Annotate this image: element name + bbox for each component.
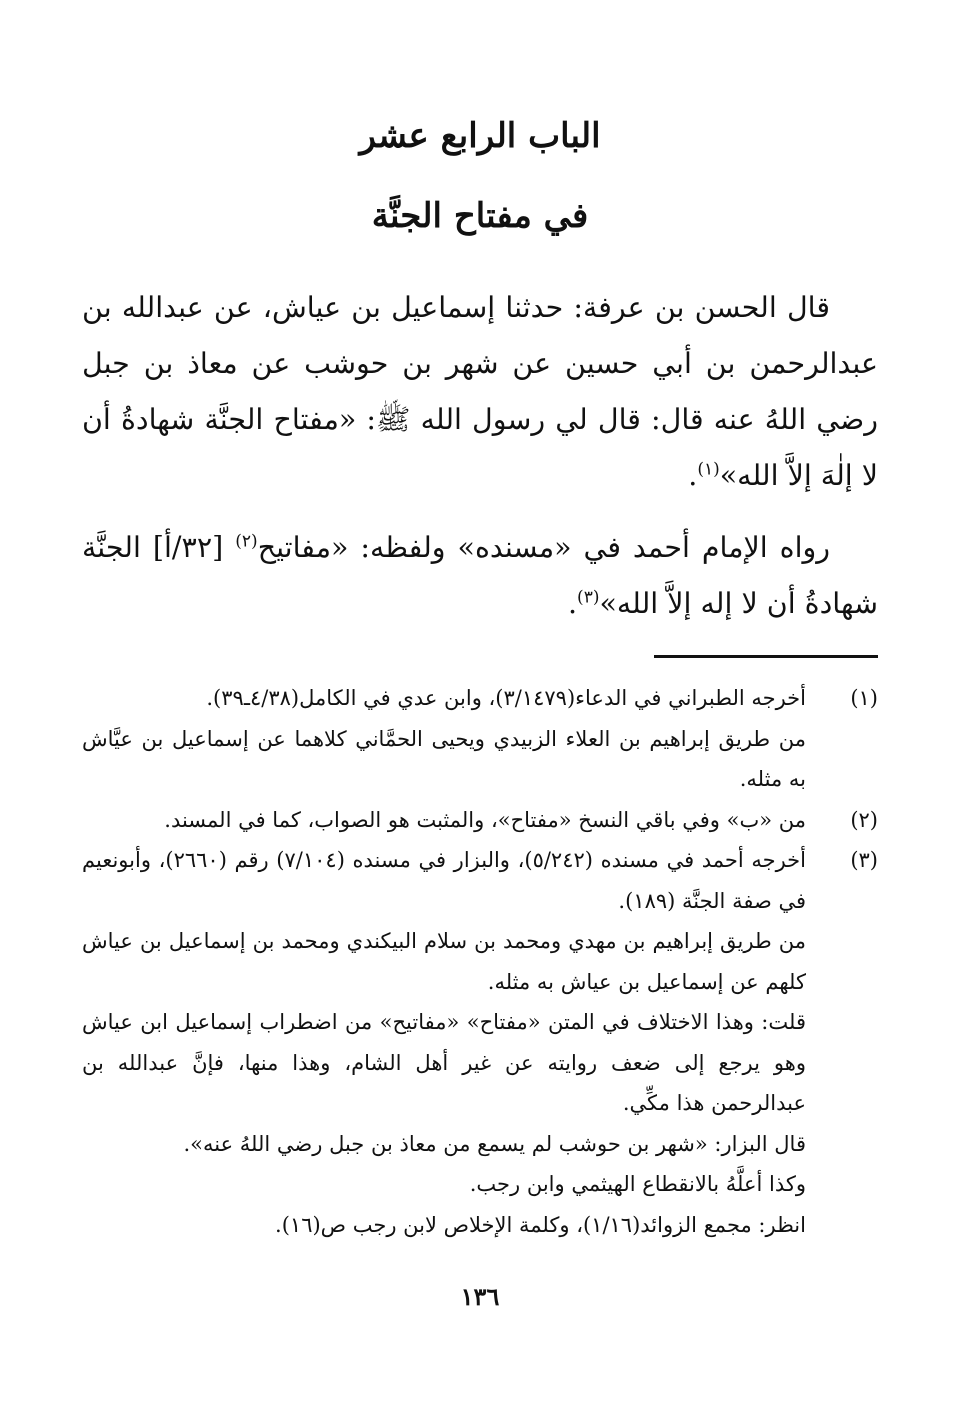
footnote-number: (١) bbox=[850, 686, 878, 710]
footnote-ref-1[interactable]: (١) bbox=[697, 459, 720, 480]
hadith-paragraph bbox=[82, 280, 878, 504]
footnote-line: قال البزار: «شهر بن حوشب لم يسمع من معاذ بن جبل رضي اللهُ عنه». bbox=[183, 1131, 806, 1156]
footnote-number: (٢) bbox=[850, 807, 878, 832]
narration-paragraph bbox=[82, 520, 878, 632]
chapter-subtitle: في مفتاح الجنَّة bbox=[371, 196, 589, 236]
footnote-1 bbox=[82, 678, 878, 800]
footnote-line: من طريق إبراهيم بن العلاء الزبيدي ويحيى الحمَّاني كلاهما عن إسماعيل بن عيَّاش به مثله. bbox=[82, 726, 806, 791]
paragraph-end: . bbox=[567, 587, 578, 620]
footnote-line: قلت: وهذا الاختلاف في المتن «مفتاح» «مفاتيح» من اضطراب إسماعيل ابن عياش وهو يرجع إلى ضعف روايته عن غير أهل الشام، وهذا منها، فإنَّ عبدالله بن عبدالرحمن هذا مكِّي. bbox=[82, 1010, 806, 1115]
footnote-2 bbox=[82, 800, 878, 841]
narration-text-b: [٣٢/أ] الجنَّة شهادةُ أن لا إله إلاَّ الله» bbox=[82, 531, 878, 620]
footnotes-section bbox=[82, 678, 878, 1245]
footnote-line: انظر: مجمع الزوائد(١/١٦)، وكلمة الإخلاص لابن رجب ص(١٦). bbox=[275, 1212, 806, 1237]
footnote-ref-3[interactable]: (٣) bbox=[577, 587, 600, 608]
footnote-3 bbox=[82, 840, 878, 1245]
footnote-line: من «ب» وفي باقي النسخ «مفتاح»، والمثبت هو الصواب، كما في المسند. bbox=[164, 807, 806, 832]
paragraph-end: . bbox=[688, 459, 698, 492]
footnote-ref-2[interactable]: (٢) bbox=[235, 531, 258, 552]
footnote-divider bbox=[654, 655, 878, 658]
footnote-number: (٣) bbox=[850, 848, 878, 872]
footnote-line: وكذا أعلَّهُ بالانقطاع الهيثمي وابن رجب. bbox=[469, 1172, 806, 1196]
footnote-line: أخرجه الطبراني في الدعاء(٣/١٤٧٩)، وابن عدي في الكامل(٤/٣٨ـ٣٩). bbox=[206, 686, 806, 710]
footnote-line: أخرجه أحمد في مسنده (٥/٢٤٢)، والبزار في مسنده (٧/١٠٤) رقم (٢٦٦٠)، وأبونعيم في صفة الجنَّة (١٨٩). bbox=[82, 848, 806, 913]
narration-text-a: رواه الإمام أحمد في «مسنده» ولفظه: «مفاتيح bbox=[257, 531, 831, 564]
chapter-title: الباب الرابع عشر bbox=[359, 116, 601, 156]
page-number: ١٣٦ bbox=[460, 1282, 500, 1311]
footnote-line: من طريق إبراهيم بن مهدي ومحمد بن سلام البيكندي ومحمد بن إسماعيل بن عياش كلهم عن إسماعيل بن عياش به مثله. bbox=[82, 929, 806, 994]
book-page bbox=[82, 0, 878, 1413]
hadith-text: قال الحسن بن عرفة: حدثنا إسماعيل بن عياش، عن عبدالله بن عبدالرحمن بن أبي حسين عن شهر بن حوشب عن معاذ بن جبل رضي اللهُ عنه قال: قال لي رسول الله ﷺ: «مفتاح الجنَّة شهادةُ أن لا إلٰهَ إلاَّ الله» bbox=[82, 291, 878, 492]
